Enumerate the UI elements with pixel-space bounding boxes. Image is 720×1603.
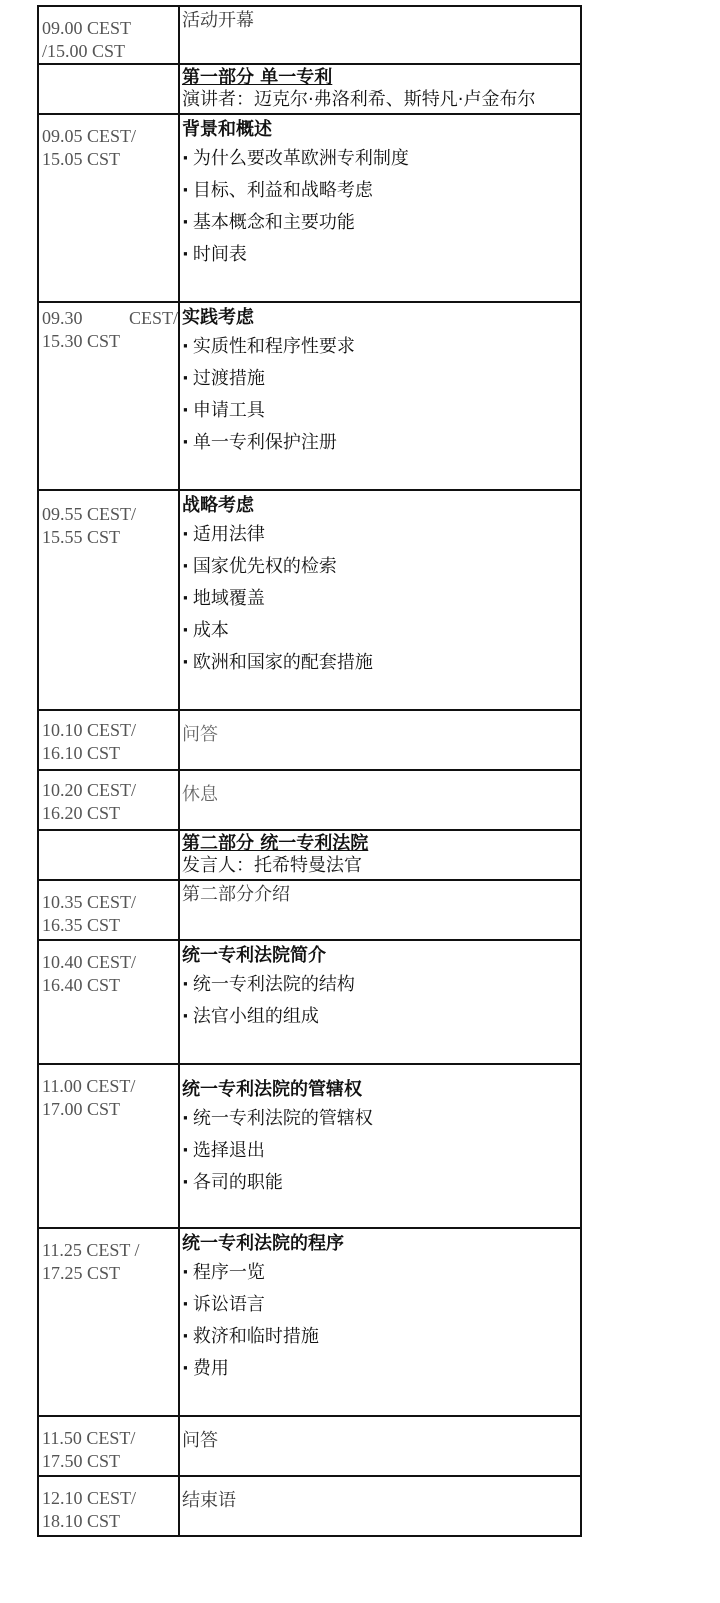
item-heading: 实践考虑: [182, 307, 254, 328]
time-cell: [39, 303, 180, 489]
bullet-item: · 目标、利益和战略考虑: [182, 175, 580, 207]
bullet-list: [182, 969, 580, 1033]
time-cest: 09.05 CEST/: [42, 126, 137, 146]
bullet-item: · 统一专利法院的管辖权: [182, 1103, 580, 1135]
time-cst: 17.00 CST: [42, 1099, 121, 1119]
bullet-item: · 救济和临时措施: [182, 1321, 580, 1353]
time-cell: [39, 881, 180, 939]
content-cell: [180, 1417, 580, 1475]
bullet-item: · 程序一览: [182, 1257, 580, 1289]
time-cst: /15.00 CST: [42, 41, 126, 61]
item-heading: 战略考虑: [182, 495, 254, 516]
bullet-item: · 成本: [182, 615, 580, 647]
time-cest: 10.35 CEST/: [42, 892, 137, 912]
bullet-item: · 单一专利保护注册: [182, 427, 580, 459]
bullet-item: · 时间表: [182, 239, 580, 271]
item-heading: 统一专利法院简介: [182, 945, 326, 966]
content-cell: [180, 1065, 580, 1227]
time-cell: [39, 1065, 180, 1227]
time-cst: 15.55 CST: [42, 527, 121, 547]
time-cst: 17.25 CST: [42, 1263, 121, 1283]
agenda-row-practical: [37, 303, 582, 491]
time-cest-zone: CEST/: [128, 308, 178, 328]
bullet-item: · 费用: [182, 1353, 580, 1385]
content-cell: [180, 711, 580, 769]
time-cell: [39, 1477, 180, 1535]
time-cell: [39, 1229, 180, 1415]
time-cest: 09.00 CEST: [42, 18, 132, 38]
time-cell: [39, 941, 180, 1063]
time-cest: 10.10 CEST/: [42, 720, 137, 740]
bullet-list: [182, 143, 580, 271]
agenda-row-qa-1: [37, 711, 582, 771]
bullet-item: · 统一专利法院的结构: [182, 969, 580, 1001]
bullet-item: · 实质性和程序性要求: [182, 331, 580, 363]
agenda-row-upc-intro: [37, 941, 582, 1065]
content-cell: [180, 771, 580, 829]
time-cest-start: 09.30: [42, 308, 83, 328]
item-title: 休息: [182, 784, 218, 805]
time-cst: 15.05 CST: [42, 149, 121, 169]
time-cest: 10.20 CEST/: [42, 780, 137, 800]
speaker-line: 演讲者：迈克尔·弗洛利希、斯特凡·卢金布尔: [182, 89, 536, 110]
time-cst: 18.10 CST: [42, 1511, 121, 1531]
time-cell: [39, 7, 180, 63]
content-cell: [180, 831, 580, 879]
time-cell: [39, 711, 180, 769]
content-cell: [180, 65, 580, 113]
time-cell: [39, 491, 180, 709]
agenda-row-part2-intro: [37, 881, 582, 941]
time-cest: 11.25 CEST /: [42, 1240, 140, 1260]
time-cell: [39, 771, 180, 829]
content-cell: [180, 881, 580, 939]
agenda-row-upc-procedure: [37, 1229, 582, 1417]
item-title: 问答: [182, 724, 218, 745]
time-cest: 10.40 CEST/: [42, 952, 137, 972]
bullet-item: · 欧洲和国家的配套措施: [182, 647, 580, 679]
time-cell: [39, 1417, 180, 1475]
content-cell: [180, 115, 580, 301]
bullet-item: · 诉讼语言: [182, 1289, 580, 1321]
item-title: 结束语: [182, 1490, 236, 1511]
bullet-item: · 国家优先权的检索: [182, 551, 580, 583]
time-cst: 16.10 CST: [42, 743, 121, 763]
time-cst: 15.30 CST: [42, 331, 121, 351]
content-cell: [180, 1477, 580, 1535]
agenda-row-section-2: [37, 831, 582, 881]
section-title: 第一部分 单一专利: [182, 67, 333, 88]
agenda-row-opening: [37, 5, 582, 65]
item-heading: 统一专利法院的管辖权: [182, 1079, 362, 1100]
bullet-list: [182, 1257, 580, 1385]
bullet-item: · 基本概念和主要功能: [182, 207, 580, 239]
content-cell: [180, 1229, 580, 1415]
bullet-list: [182, 1103, 580, 1199]
bullet-item: · 选择退出: [182, 1135, 580, 1167]
time-cst: 16.20 CST: [42, 803, 121, 823]
time-cst: 16.35 CST: [42, 915, 121, 935]
time-cest: 11.50 CEST/: [42, 1428, 136, 1448]
content-cell: [180, 491, 580, 709]
agenda-table: [37, 5, 582, 1537]
content-cell: [180, 941, 580, 1063]
bullet-list: [182, 331, 580, 459]
bullet-item: · 申请工具: [182, 395, 580, 427]
item-title: 活动开幕: [182, 10, 254, 31]
item-title: 第二部分介绍: [182, 884, 290, 905]
bullet-item: · 各司的职能: [182, 1167, 580, 1199]
time-cst: 17.50 CST: [42, 1451, 121, 1471]
agenda-row-strategy: [37, 491, 582, 711]
agenda-row-closing: [37, 1477, 582, 1537]
content-cell: [180, 7, 580, 63]
bullet-item: · 适用法律: [182, 519, 580, 551]
time-cell: [39, 115, 180, 301]
time-cst: 16.40 CST: [42, 975, 121, 995]
time-cest: 09.55 CEST/: [42, 504, 137, 524]
bullet-item: · 过渡措施: [182, 363, 580, 395]
time-cell: [39, 65, 180, 113]
agenda-row-background: [37, 115, 582, 303]
bullet-item: · 为什么要改革欧洲专利制度: [182, 143, 580, 175]
agenda-row-qa-2: [37, 1417, 582, 1477]
time-cest: 12.10 CEST/: [42, 1488, 137, 1508]
agenda-row-upc-jurisdiction: [37, 1065, 582, 1229]
item-heading: 背景和概述: [182, 119, 272, 140]
bullet-item: · 地域覆盖: [182, 583, 580, 615]
bullet-list: [182, 519, 580, 679]
agenda-row-section-1: [37, 65, 582, 115]
bullet-item: · 法官小组的组成: [182, 1001, 580, 1033]
item-title: 问答: [182, 1430, 218, 1451]
agenda-row-break: [37, 771, 582, 831]
time-cell: [39, 831, 180, 879]
speaker-line: 发言人：托希特曼法官: [182, 855, 362, 876]
time-cest: 11.00 CEST/: [42, 1076, 136, 1096]
section-title: 第二部分 统一专利法院: [182, 833, 369, 854]
time-cest-split: [42, 307, 178, 330]
item-heading: 统一专利法院的程序: [182, 1233, 344, 1254]
content-cell: [180, 303, 580, 489]
